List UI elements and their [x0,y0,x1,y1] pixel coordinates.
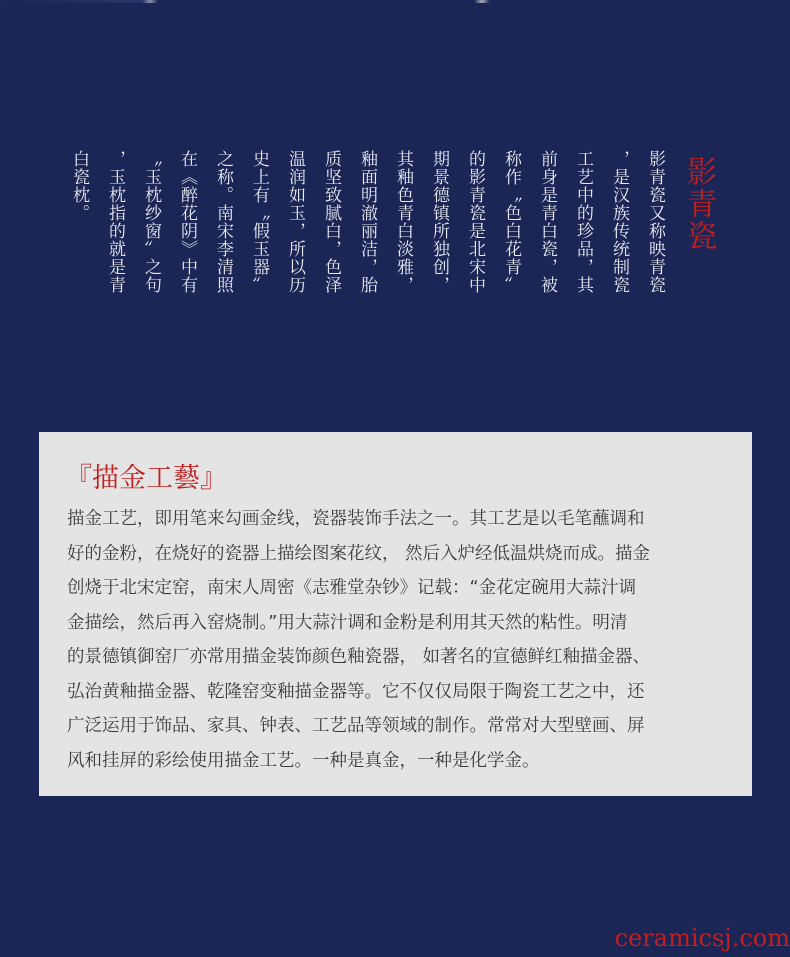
vertical-column: ，玉枕指的就是青 [105,150,125,294]
vertical-column: 期景德镇所独创， [429,150,449,294]
vertical-column: 〝玉枕纱窗〞之句 [141,150,161,294]
card-body-line: 金描绘，然后再入窑烧制。”用大蒜汁调和金粉是利用其天然的粘性。明清 [67,612,628,633]
vertical-column: 前身是青白瓷，被 [537,150,557,294]
vertical-column: 质坚致腻白，色泽 [321,150,341,294]
vertical-column: 工艺中的珍品，其 [573,150,593,294]
card-body-line: 广泛运用于饰品、家具、钟表、工艺品等领域的制作。常常对大型壁画、屏 [67,716,645,736]
card-title: 『描金工藝』 [65,463,227,494]
vertical-column: 史上有〝假玉器〞 [249,150,269,294]
vertical-column: 其釉色青白淡雅， [393,150,413,294]
vertical-column: 之称。南宋李清照 [213,150,233,294]
vertical-column: 温润如玉，所以历 [285,150,305,294]
card-body-line: 创烧于北宋定窑，南宋人周密《志雅堂杂钞》记载：“金花定碗用大蒜汁调 [67,578,637,598]
info-card [39,432,752,796]
vertical-column: ，是汉族传统制瓷 [609,150,629,294]
card-body [67,502,727,778]
vertical-title: 影青瓷 [681,156,716,252]
vertical-column: 的影青瓷是北宋中 [465,150,485,294]
vertical-text-block [70,150,720,400]
vertical-column: 影青瓷又称映青瓷 [645,150,665,294]
card-body-line: 好的金粉，在烧好的瓷器上描绘图案花纹， 然后入炉经低温烘烧而成。描金 [67,543,651,564]
card-body-line: 风和挂屏的彩绘使用描金工艺。一种是真金，一种是化学金。 [67,750,540,771]
card-body-line: 描金工艺，即用笔来勾画金线，瓷器装饰手法之一。其工艺是以毛笔蘸调和 [67,509,645,529]
card-body-line: 的景德镇御窑厂亦常用描金装饰颜色釉瓷器， 如著名的宣德鲜红釉描金器、 [67,647,651,667]
vertical-column: 白瓷枕。 [69,150,89,222]
vertical-column: 称作〝色白花青〞 [501,150,521,294]
top-decorative-strip [0,0,790,3]
vertical-column: 在《醉花阴》中有 [177,150,197,294]
vertical-column: 釉面明澈丽洁，胎 [357,150,377,294]
card-body-line: 弘治黄釉描金器、乾隆窑变釉描金器等。它不仅仅局限于陶瓷工艺之中，还 [67,681,645,702]
site-watermark: ceramicsj.com [614,924,790,952]
